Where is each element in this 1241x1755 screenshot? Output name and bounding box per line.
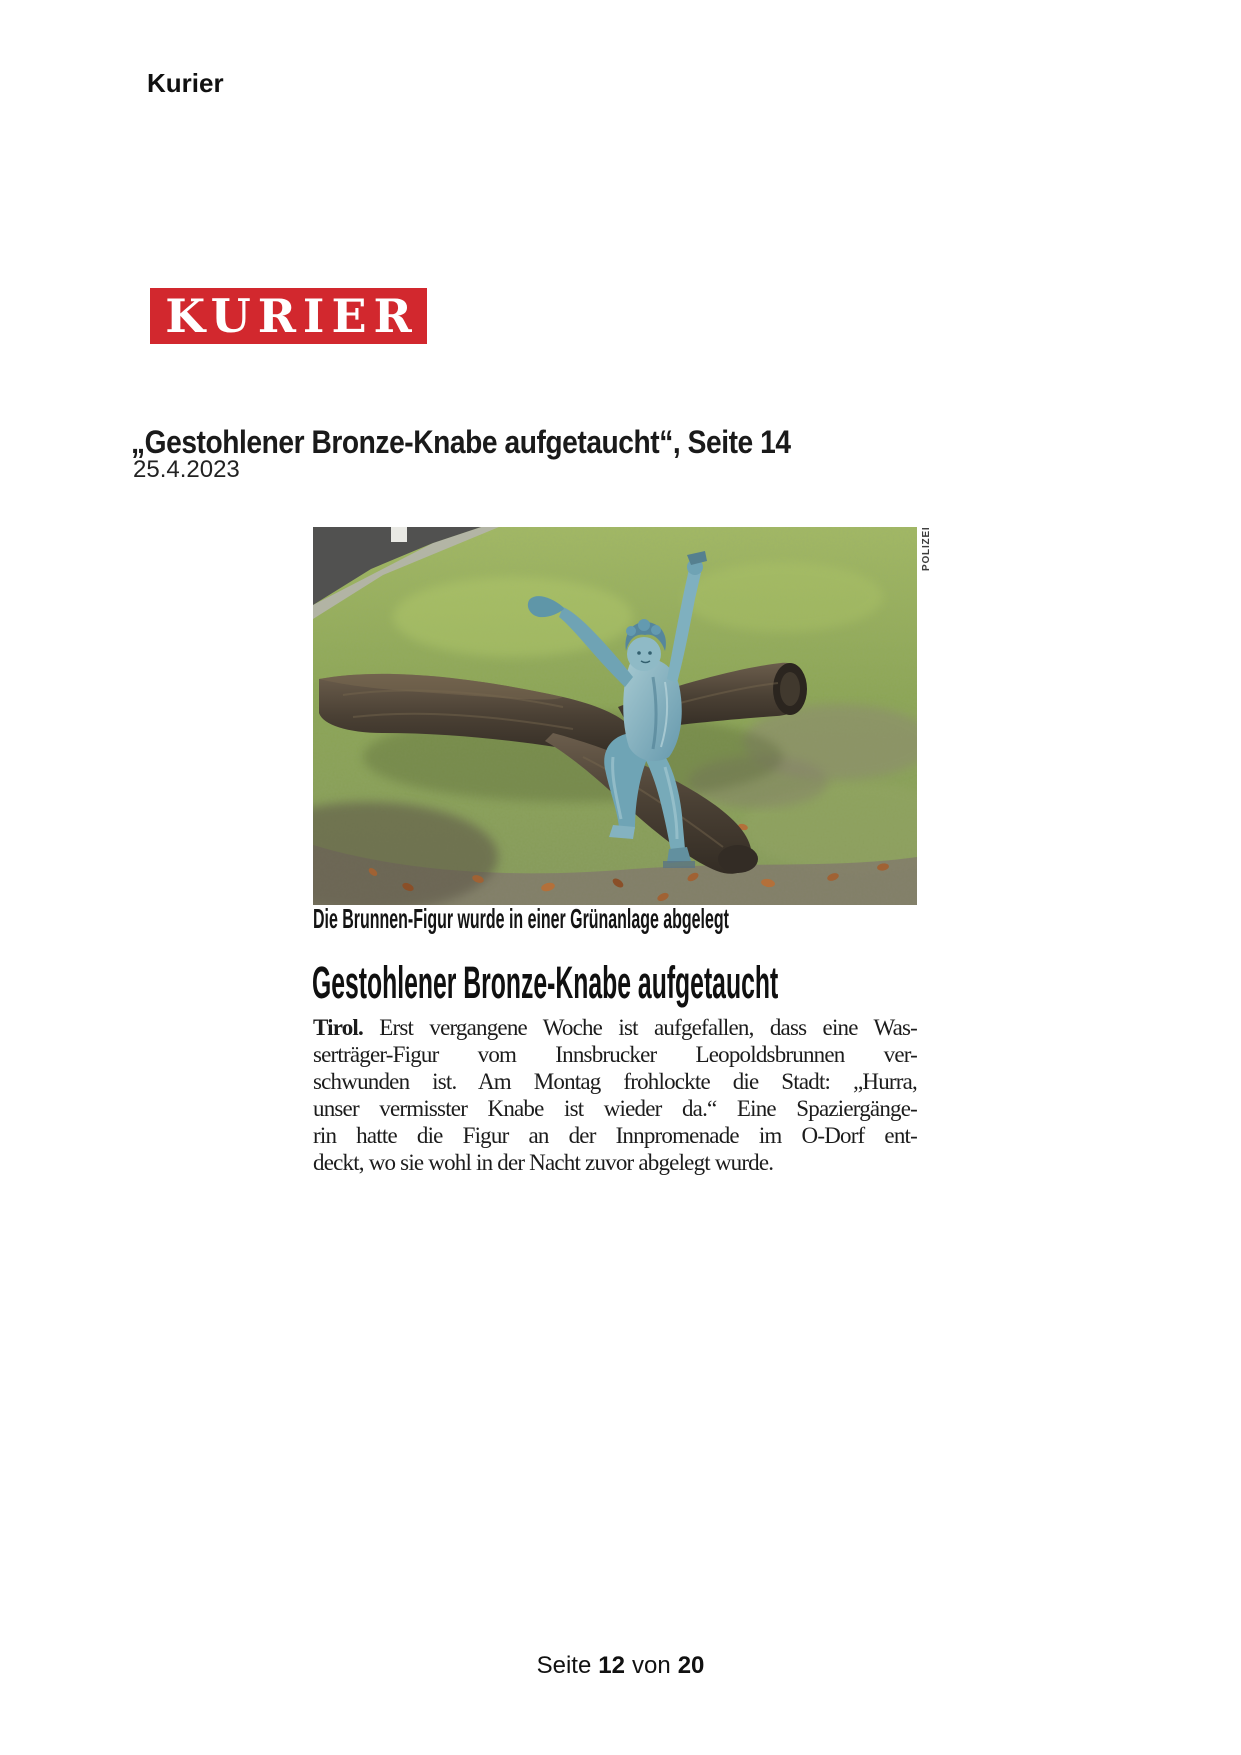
clipping-title [131, 424, 1111, 461]
clipping-title-text: „Gestohlener Bronze-Knabe aufgetaucht“, Seite 14 [131, 424, 791, 460]
curb-post [391, 527, 407, 542]
footer-label-seite: Seite [536, 1652, 592, 1679]
article-lead-word: Tirol. [313, 1015, 363, 1040]
photo-credit: POLIZEI [921, 526, 932, 571]
body-line-6: deckt, wo sie wohl in der Nacht zuvor abgelegt wurde. [313, 1150, 774, 1175]
footer-label-von: von [632, 1652, 671, 1679]
body-line-1-text: Erst vergangene Woche ist aufgefallen, dass eine Was- [379, 1015, 917, 1040]
body-line-2: serträger-Figur vom Innsbrucker Leopoldsbrunnen ver- [313, 1042, 917, 1067]
body-line-1 [313, 1014, 917, 1041]
body-line-4: unser vermisster Knabe ist wieder da.“ Eine Spaziergänge- [313, 1096, 917, 1121]
statue-head [627, 637, 661, 671]
footer-total-pages: 20 [677, 1652, 705, 1679]
photo-caption-text: Die Brunnen-Figur wurde in einer Grünanlage abgelegt [313, 903, 729, 934]
article-headline-text: Gestohlener Bronze-Knabe aufgetaucht [312, 957, 779, 1008]
kurier-logo-text: KURIER [165, 289, 419, 343]
article-photo-illustration [313, 527, 917, 905]
document-source-label: Kurier [147, 68, 224, 98]
kurier-logo [150, 288, 427, 344]
body-line-5: rin hatte die Figur an der Innpromenade im O-Dorf ent- [313, 1123, 917, 1148]
photo-caption [313, 903, 917, 935]
article-photo [313, 527, 917, 905]
body-line-3: schwunden ist. Am Montag frohlockte die Stadt: „Hurra, [313, 1069, 917, 1094]
article-body [313, 1014, 917, 1176]
article-headline [312, 957, 916, 1009]
footer-page-number: 12 [598, 1652, 625, 1679]
clipping-date: 25.4.2023 [133, 456, 240, 483]
page-footer [0, 1652, 1241, 1680]
